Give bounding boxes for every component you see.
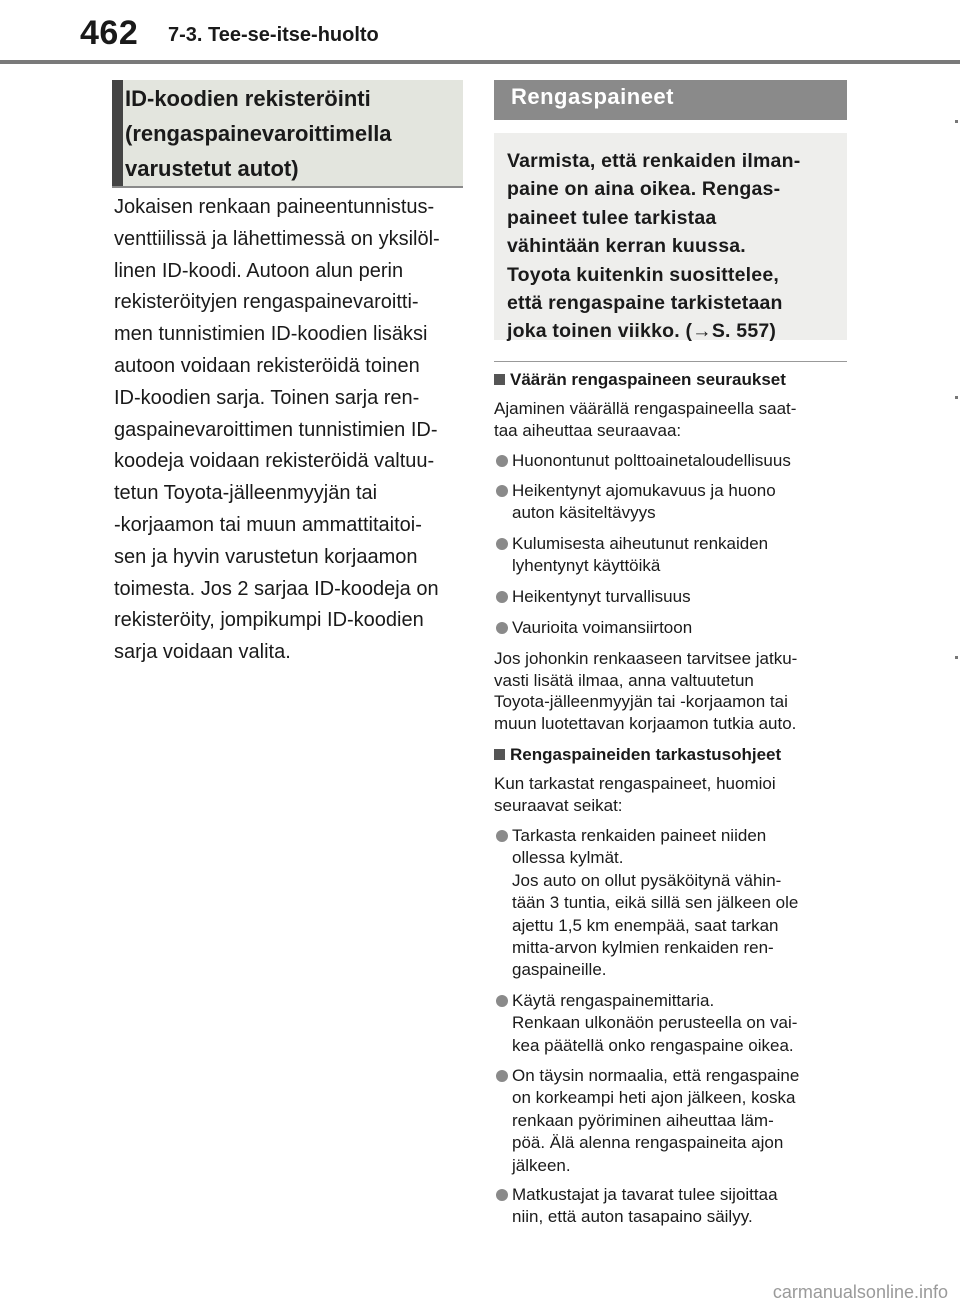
intro-line: joka toinen viikko. (→S. 557) [507,320,777,343]
sec2-intro [494,773,776,816]
bullet-text [512,825,798,982]
bullet-line: renkaan pyöriminen aiheuttaa läm- [512,1110,774,1130]
edge-mark [955,120,958,123]
edge-mark [955,656,958,659]
chapter-title: 7-3. Tee-se-itse-huolto [168,24,379,46]
body-line: koodeja voidaan rekisteröidä valtuu- [114,450,435,473]
heading-line: (rengaspainevaroittimella [125,121,392,146]
bullet-text [512,586,691,608]
para-line: Toyota-jälleenmyyjän tai -korjaamon tai [494,692,788,711]
round-bullet-icon [496,455,508,467]
bullet-text [512,617,692,639]
body-line: autoon voidaan rekisteröidä toinen [114,354,420,377]
para-line: seuraavat seikat: [494,795,623,815]
intro-line: Varmista, että renkaiden ilman- [507,150,801,172]
bullet-text [512,1065,799,1177]
round-bullet-icon [496,622,508,634]
square-bullet-icon [494,749,505,760]
sec1-heading [494,370,786,390]
square-bullet-icon [494,374,505,385]
bullet-line: Matkustajat ja tavarat tulee sijoittaa [512,1185,778,1204]
intro-line: paineet tulee tarkistaa [507,206,717,229]
body-line: -korjaamon tai muun ammattitaitoi- [114,513,422,536]
id-codes-body [114,192,464,669]
tire-pressure-heading: Rengaspaineet [511,84,674,109]
body-line: rekisteröityjen rengaspainevaroitti- [114,291,419,314]
body-line: linen ID-koodi. Autoon alun perin [114,259,404,282]
bullet-line: on korkeampi heti ajon jälkeen, koska [512,1088,796,1108]
body-line: sen ja hyvin varustetun korjaamon [114,545,418,568]
page-number: 462 [80,14,139,52]
bullet-text [512,1184,778,1229]
bullet-line: ajettu 1,5 km enempää, saat tarkan [512,915,779,935]
heading-line: varustetut autot) [125,156,299,181]
round-bullet-icon [496,995,508,1007]
header-rule [0,60,960,64]
body-line: rekisteröity, jompikumpi ID-koodien [114,609,424,632]
bullet-text [512,480,776,525]
bullet-line: pöä. Älä alenna rengaspaineita ajon [512,1133,784,1153]
edge-mark [955,396,958,399]
para-line: Kun tarkastat rengaspaineet, huomioi [494,774,776,793]
intro-line: paine on aina oikea. Rengas- [507,178,781,201]
bullet-line: Kulumisesta aiheutunut renkaiden [512,534,769,553]
body-line: sarja voidaan valita. [114,641,291,664]
bullet-text [512,990,797,1057]
round-bullet-icon [496,538,508,550]
bullet-line: jälkeen. [512,1155,571,1175]
para-line: taa aiheuttaa seuraavaa: [494,420,682,440]
body-line: toimesta. Jos 2 sarjaa ID-koodeja on [114,577,439,600]
round-bullet-icon [496,830,508,842]
round-bullet-icon [496,591,508,603]
intro-box [494,133,847,343]
para-line: Jos johonkin renkaaseen tarvitsee jatku- [494,649,798,668]
para-line: Ajaminen väärällä rengaspaineella saat- [494,399,797,418]
bullet-text [512,450,791,472]
body-line: Jokaisen renkaan paineentunnistus- [114,196,435,218]
bullet-line: ollessa kylmät. [512,848,624,868]
para-line: vasti lisätä ilmaa, anna valtuutetun [494,670,754,690]
bullet-line: tään 3 tuntia, eikä sillä sen jälkeen ole [512,893,799,913]
bullet-line: On täysin normaalia, että rengaspaine [512,1066,800,1085]
bullet-line: kea päätellä onko rengaspaine oikea. [512,1035,794,1055]
bullet-line: Heikentynyt ajomukavuus ja huono [512,481,776,500]
round-bullet-icon [496,1189,508,1201]
tire-pressure-heading-box [494,80,847,120]
section-divider [494,361,847,362]
bullet-line: gaspaineille. [512,960,607,980]
bullet-line: Tarkasta renkaiden paineet niiden [512,826,767,845]
bullet-line: auton käsiteltävyys [512,503,656,523]
bullet-line: lyhentynyt käyttöikä [512,556,661,576]
bullet-line: Jos auto on ollut pysäköitynä vähin- [512,870,782,890]
watermark: carmanualsonline.info [772,1282,948,1302]
intro-line: että rengaspaine tarkistetaan [507,292,783,315]
intro-line: Toyota kuitenkin suosittelee, [507,263,779,286]
intro-line: vähintään kerran kuussa. [507,235,746,258]
body-line: tetun Toyota-jälleenmyyjän tai [114,482,378,505]
body-line: ID-koodien sarja. Toinen sarja ren- [114,386,420,409]
round-bullet-icon [496,1070,508,1082]
bullet-line: Vaurioita voimansiirtoon [512,618,693,637]
intro-text [507,147,800,346]
sec2-heading-text: Rengaspaineiden tarkastusohjeet [510,745,782,764]
bullet-text [512,533,768,578]
body-line: venttiilissä ja lähettimessä on yksilöl- [114,227,440,250]
body-line: gaspainevaroittimen tunnistimien ID- [114,418,438,441]
body-line: men tunnistimien ID-koodien lisäksi [114,323,428,346]
heading-accent-bar [112,80,123,186]
sec1-outro [494,648,797,734]
bullet-line: Heikentynyt turvallisuus [512,587,691,606]
id-codes-heading [125,80,455,186]
heading-line: ID-koodien rekisteröinti [125,86,371,111]
sec1-intro [494,398,796,441]
sec2-heading [494,745,781,765]
round-bullet-icon [496,485,508,497]
bullet-line: Käytä rengaspainemittaria. [512,991,715,1010]
bullet-line: Huonontunut polttoainetaloudellisuus [512,451,791,470]
para-line: muun luotettavan korjaamon tutkia auto. [494,713,797,733]
bullet-line: niin, että auton tasapaino säilyy. [512,1207,753,1227]
bullet-line: Renkaan ulkonäön perusteella on vai- [512,1013,798,1033]
bullet-line: mitta-arvon kylmien renkaiden ren- [512,938,774,958]
id-codes-heading-box [112,80,463,188]
sec1-heading-text: Väärän rengaspaineen seuraukset [510,370,786,389]
